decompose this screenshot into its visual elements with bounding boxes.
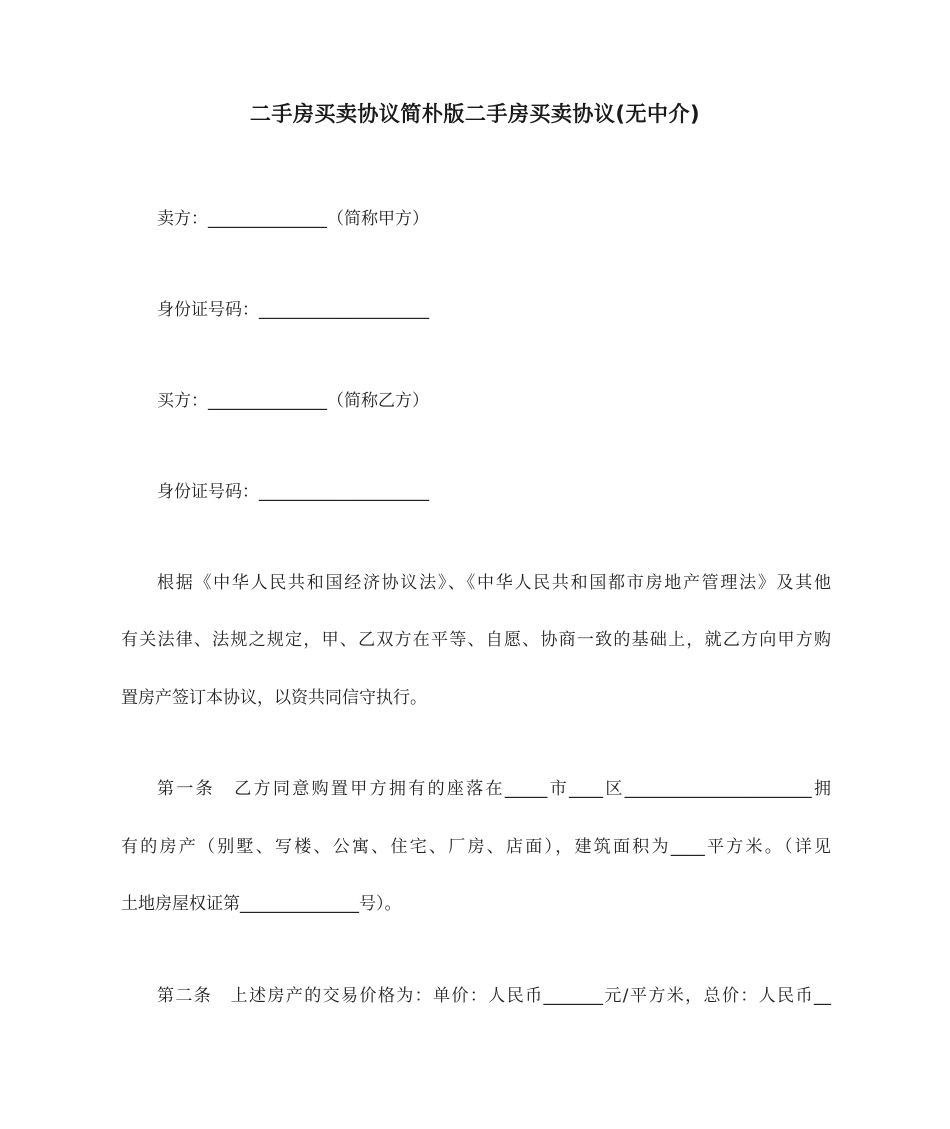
buyer-id-line: 身份证号码：____________________ <box>157 482 429 502</box>
preamble-line-2: 有关法律、法规之规定，甲、乙双方在平等、自愿、协商一致的基础上，就乙方向甲方购 <box>121 630 831 650</box>
article2-line-1: 第二条 上述房产的交易价格为：单价：人民币_______元/平方米，总价：人民币__ <box>157 986 831 1006</box>
article1-line-2: 有的房产（别墅、写楼、公寓、住宅、厂房、店面），建筑面积为____平方米。（详见 <box>121 837 831 857</box>
document-title: 二手房买卖协议简朴版二手房买卖协议(无中介) <box>249 102 701 126</box>
buyer-line: 买方：______________（简称乙方） <box>157 391 429 411</box>
article1-line-1: 第一条 乙方同意购置甲方拥有的座落在_____市____区______________________拥 <box>157 779 831 799</box>
seller-id-line: 身份证号码：____________________ <box>157 300 429 320</box>
article1-line-3: 土地房屋权证第______________号）。 <box>121 894 402 914</box>
seller-line: 卖方：______________（简称甲方） <box>157 209 429 229</box>
preamble-line-3: 置房产签订本协议，以资共同信守执行。 <box>121 688 427 708</box>
preamble-line-1: 根据《中华人民共和国经济协议法》、《中华人民共和国都市房地产管理法》及其他 <box>157 573 831 593</box>
